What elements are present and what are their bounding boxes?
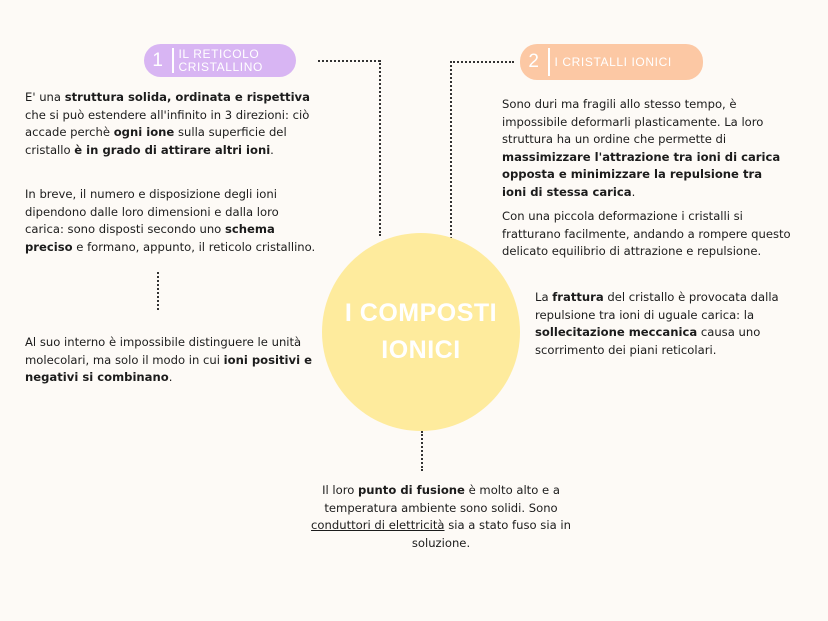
- section-title-line1: IL RETICOLO: [178, 46, 260, 61]
- bold-text: ioni positivi e negativi si combinano: [25, 352, 312, 385]
- bold-text: punto di fusione: [358, 483, 465, 497]
- section-title-line2: CRISTALLINO: [178, 59, 263, 74]
- text-run: Con una piccola deformazione i cristalli si fratturano facilmente, andando a rompere questo delicato equilibrio di attrazione e repulsione.: [502, 209, 791, 259]
- text-run: .: [270, 142, 274, 157]
- bold-text: ogni ione: [113, 125, 175, 140]
- bold-text: sollecitazione meccanica: [535, 325, 698, 340]
- section-title: I CRISTALLI IONICI: [554, 54, 672, 69]
- central-title-line2: IONICI: [381, 336, 461, 364]
- text-run: .: [631, 184, 636, 199]
- bold-text: è in grado di attirare altri ioni: [74, 142, 271, 157]
- bold-text: massimizzare l'attrazione tra ioni di carica opposta e minimizzare la repulsione tra ioni di stessa carica: [502, 149, 781, 199]
- section-divider: [172, 48, 174, 73]
- bold-text: schema preciso: [25, 222, 275, 254]
- bold-text: frattura: [552, 290, 604, 304]
- underlined-text: conduttori di elettricità: [311, 518, 445, 533]
- text-block-reticolo-definition: [25, 89, 331, 159]
- text-run: In breve, il numero e disposizione degli ioni dipendono dalle loro dimensioni e dalla loro carica: sono disposti secondo uno: [25, 187, 279, 237]
- text-block-reticolo-summary: [25, 186, 321, 256]
- central-title-line1: I COMPOSTI: [344, 299, 498, 327]
- text-run: del cristallo è provocata dalla repulsione tra ioni di uguale carica: la: [535, 290, 779, 322]
- text-run: Il loro: [322, 483, 358, 497]
- central-topic-title: [345, 295, 497, 369]
- text-run: sia a stato fuso sia in soluzione.: [411, 518, 571, 550]
- section-title: [179, 48, 263, 74]
- section-divider: [548, 48, 550, 76]
- text-run: Sono duri ma fragili allo stesso tempo, è impossibile deformarli plasticamente. La loro struttura ha un ordine che permette di: [502, 97, 764, 147]
- text-run: sulla superficie del cristallo: [25, 125, 287, 157]
- text-block-cristalli-properties: [502, 96, 788, 202]
- text-run: è molto alto e a temperatura ambiente sono solidi. Sono: [324, 483, 560, 515]
- text-block-cristalli-fracture: [535, 289, 818, 359]
- connector-left-vertical: [157, 272, 159, 310]
- text-run: .: [168, 370, 173, 385]
- section-number: 1: [152, 49, 164, 71]
- connector-top-right-vertical: [450, 61, 452, 239]
- text-block-melting-point: [300, 482, 582, 552]
- connector-top-left-vertical: [379, 60, 381, 236]
- text-run: e formano, appunto, il reticolo cristallino.: [72, 239, 316, 254]
- section-number: 2: [528, 51, 540, 72]
- text-run: E' una: [25, 90, 65, 104]
- bold-text: struttura solida, ordinata e rispettiva: [64, 90, 310, 104]
- text-block-cristalli-deformation: [502, 208, 792, 261]
- connector-bottom-vertical: [421, 431, 423, 471]
- connector-top-left-horizontal: [318, 60, 380, 62]
- text-run: Al suo interno è impossibile distinguere le unità molecolari, ma solo il modo in cui: [25, 335, 302, 367]
- text-block-reticolo-interior: [25, 334, 317, 387]
- text-run: che si può estendere all'infinito in 3 direzioni: ciò accade perchè: [25, 107, 310, 140]
- connector-top-right-horizontal: [450, 61, 514, 63]
- text-run: causa uno scorrimento dei piani reticolari.: [535, 325, 761, 357]
- central-topic-circle: [322, 233, 520, 431]
- section-header-cristalli-ionici: [520, 44, 703, 80]
- section-header-reticolo-cristallino: [144, 44, 296, 77]
- text-run: La: [535, 290, 553, 304]
